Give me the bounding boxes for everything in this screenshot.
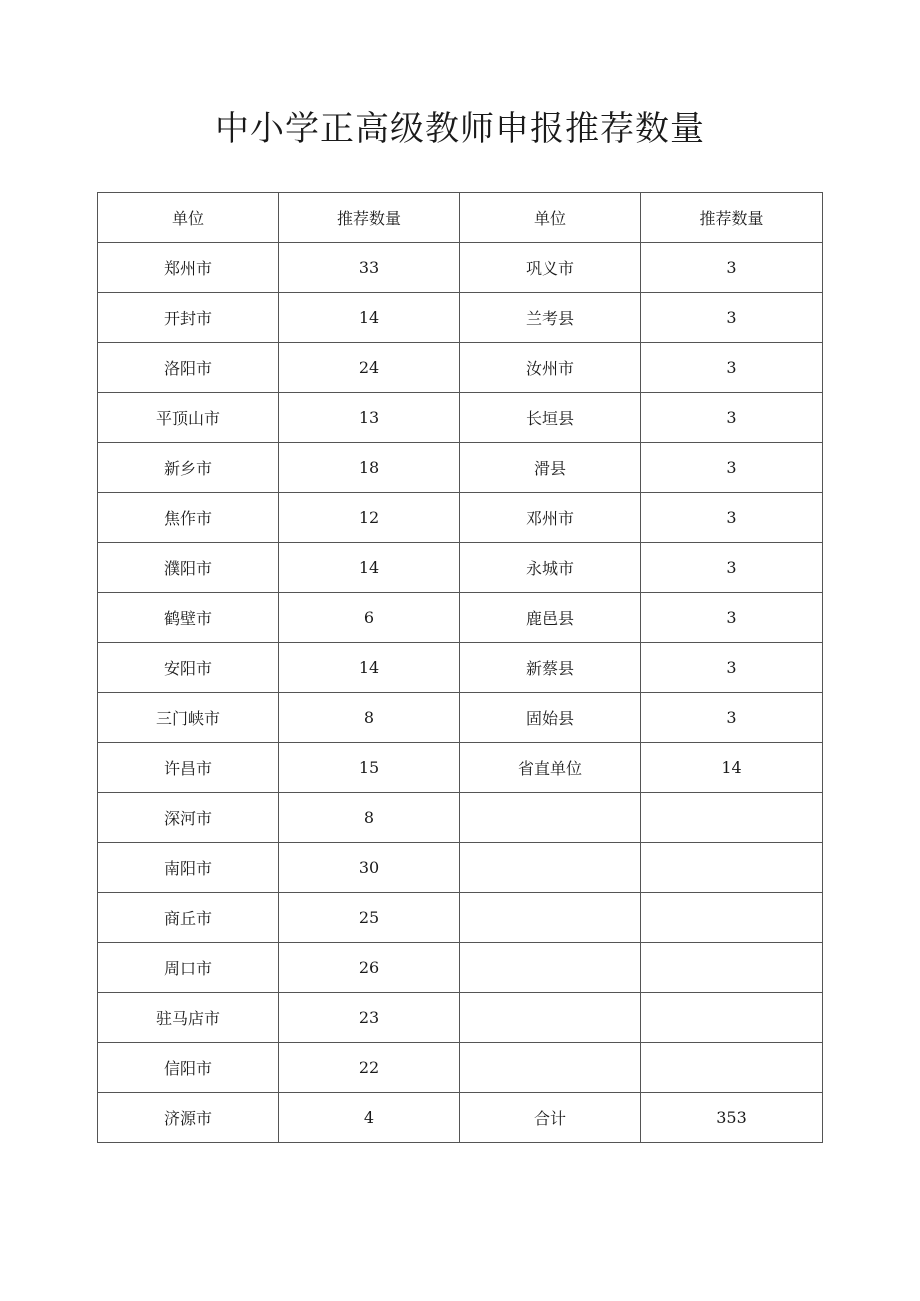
table-row — [98, 993, 823, 1043]
unit-cell-right: 邓州市 — [460, 493, 641, 543]
count-cell-left: 33 — [279, 243, 460, 293]
unit-cell-right: 汝州市 — [460, 343, 641, 393]
unit-cell-left: 濮阳市 — [98, 543, 279, 593]
table-row — [98, 593, 823, 643]
header-count-right: 推荐数量 — [641, 193, 823, 243]
table-row — [98, 743, 823, 793]
unit-cell-right — [460, 793, 641, 843]
unit-cell-left: 开封市 — [98, 293, 279, 343]
unit-cell-right — [460, 993, 641, 1043]
unit-cell-left: 南阳市 — [98, 843, 279, 893]
count-cell-right: 3 — [641, 493, 823, 543]
unit-cell-right: 固始县 — [460, 693, 641, 743]
count-cell-left: 18 — [279, 443, 460, 493]
count-cell-right: 3 — [641, 543, 823, 593]
unit-cell-left: 鹤壁市 — [98, 593, 279, 643]
count-cell-left: 14 — [279, 293, 460, 343]
count-cell-left: 14 — [279, 543, 460, 593]
unit-cell-left: 安阳市 — [98, 643, 279, 693]
table-row — [98, 1043, 823, 1093]
unit-cell-left: 驻马店市 — [98, 993, 279, 1043]
count-cell-left: 6 — [279, 593, 460, 643]
table-row — [98, 293, 823, 343]
unit-cell-left: 商丘市 — [98, 893, 279, 943]
table-row — [98, 943, 823, 993]
table-row — [98, 793, 823, 843]
header-count-left: 推荐数量 — [279, 193, 460, 243]
count-cell-right — [641, 943, 823, 993]
count-cell-left: 23 — [279, 993, 460, 1043]
table-row — [98, 893, 823, 943]
count-cell-right: 3 — [641, 243, 823, 293]
count-cell-left: 22 — [279, 1043, 460, 1093]
unit-cell-left: 周口市 — [98, 943, 279, 993]
count-cell-left: 8 — [279, 793, 460, 843]
count-cell-right: 3 — [641, 293, 823, 343]
count-cell-left: 4 — [279, 1093, 460, 1143]
page-title: 中小学正高级教师申报推荐数量 — [215, 109, 705, 149]
unit-cell-right — [460, 1043, 641, 1093]
table-row — [98, 543, 823, 593]
count-cell-left: 13 — [279, 393, 460, 443]
count-cell-right — [641, 993, 823, 1043]
count-cell-left: 8 — [279, 693, 460, 743]
table-row — [98, 393, 823, 443]
table-row — [98, 243, 823, 293]
unit-cell-right — [460, 843, 641, 893]
count-cell-left: 15 — [279, 743, 460, 793]
table-row — [98, 343, 823, 393]
count-cell-right: 3 — [641, 343, 823, 393]
quota-table — [97, 192, 823, 1143]
unit-cell-right: 新蔡县 — [460, 643, 641, 693]
count-cell-right — [641, 893, 823, 943]
table-row — [98, 693, 823, 743]
table-row — [98, 843, 823, 893]
unit-cell-right: 鹿邑县 — [460, 593, 641, 643]
count-cell-left: 14 — [279, 643, 460, 693]
unit-cell-right — [460, 893, 641, 943]
unit-cell-right: 兰考县 — [460, 293, 641, 343]
header-unit-left: 单位 — [98, 193, 279, 243]
unit-cell-left: 郑州市 — [98, 243, 279, 293]
count-cell-right: 3 — [641, 393, 823, 443]
unit-cell-right: 滑县 — [460, 443, 641, 493]
count-cell-right: 353 — [641, 1093, 823, 1143]
header-unit-right: 单位 — [460, 193, 641, 243]
table-body — [98, 243, 823, 1143]
unit-cell-right: 巩义市 — [460, 243, 641, 293]
unit-cell-left: 新乡市 — [98, 443, 279, 493]
unit-cell-right: 合计 — [460, 1093, 641, 1143]
count-cell-right — [641, 843, 823, 893]
unit-cell-right: 永城市 — [460, 543, 641, 593]
count-cell-left: 24 — [279, 343, 460, 393]
table-row — [98, 443, 823, 493]
count-cell-right — [641, 793, 823, 843]
unit-cell-left: 焦作市 — [98, 493, 279, 543]
count-cell-right — [641, 1043, 823, 1093]
unit-cell-left: 平顶山市 — [98, 393, 279, 443]
unit-cell-right: 省直单位 — [460, 743, 641, 793]
count-cell-left: 25 — [279, 893, 460, 943]
unit-cell-left: 济源市 — [98, 1093, 279, 1143]
count-cell-left: 12 — [279, 493, 460, 543]
count-cell-right: 14 — [641, 743, 823, 793]
count-cell-left: 30 — [279, 843, 460, 893]
unit-cell-right — [460, 943, 641, 993]
unit-cell-left: 洛阳市 — [98, 343, 279, 393]
table-row — [98, 643, 823, 693]
unit-cell-left: 深河市 — [98, 793, 279, 843]
count-cell-right: 3 — [641, 443, 823, 493]
unit-cell-left: 三门峡市 — [98, 693, 279, 743]
count-cell-right: 3 — [641, 693, 823, 743]
count-cell-right: 3 — [641, 643, 823, 693]
unit-cell-left: 信阳市 — [98, 1043, 279, 1093]
unit-cell-left: 许昌市 — [98, 743, 279, 793]
count-cell-left: 26 — [279, 943, 460, 993]
count-cell-right: 3 — [641, 593, 823, 643]
table-row — [98, 493, 823, 543]
table-row — [98, 1093, 823, 1143]
unit-cell-right: 长垣县 — [460, 393, 641, 443]
table-header-row — [98, 193, 823, 243]
